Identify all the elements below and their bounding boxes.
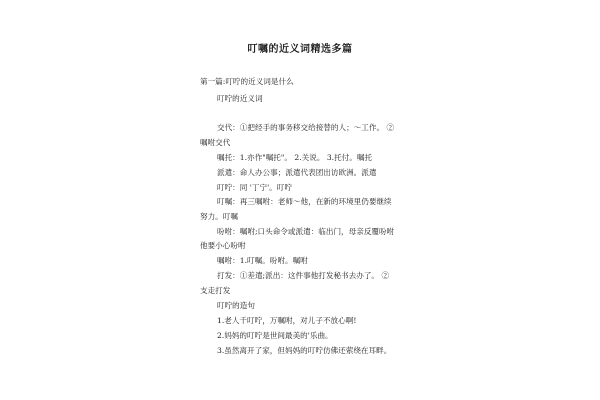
paragraph-line: 交代：①把经手的事务移交给接替的人；～工作。 ② <box>217 123 395 132</box>
paragraph-line: 吩咐：嘱咐;口头命令或派遣：临出门，母亲反覆吩咐 <box>217 227 395 236</box>
paragraph-line: 嘱托：1.亦作"嘱托"。 2.关说。 3.托付。嘱托 <box>217 153 373 162</box>
paragraph-line: 他要小心吩咐 <box>200 241 246 250</box>
example-heading: 叮咛的造句 <box>217 301 255 310</box>
example-sentence: 3.虽然离开了家，但妈妈的叮咛仿佛还萦绕在耳畔。 <box>217 346 392 355</box>
paragraph-line: 嘱咐交代 <box>200 138 231 147</box>
paragraph-line: 打发：①差遣;派出：这件事他打发秘书去办了。 ② <box>217 271 390 280</box>
paragraph-line: 叮嘱：再三嘱咐：老师～他，在新的环境里仍要继续 <box>217 197 392 206</box>
example-sentence: 1.老人千叮咛，万嘱咐，对儿子不放心啊! <box>217 316 357 325</box>
paragraph-line: 嘱咐：1.叮嘱。吩咐。嘱咐 <box>217 256 308 265</box>
example-sentence: 2.妈妈的叮咛是世间最美的'乐曲。 <box>217 331 333 340</box>
paragraph-line: 叮咛：同 '丁宁'。叮咛 <box>217 183 292 192</box>
subheading: 叮咛的近义词 <box>217 94 263 103</box>
paragraph-line: 努力。叮嘱 <box>200 212 238 221</box>
paragraph-line: 支走打发 <box>200 286 231 295</box>
paragraph-line: 派遣：命人办公事；派遣代表团出访欧洲。派遣 <box>217 168 377 177</box>
document-title: 叮嘱的近义词精选多篇 <box>247 44 353 55</box>
section-heading: 第一篇:叮咛的近义词是什么 <box>200 77 294 86</box>
